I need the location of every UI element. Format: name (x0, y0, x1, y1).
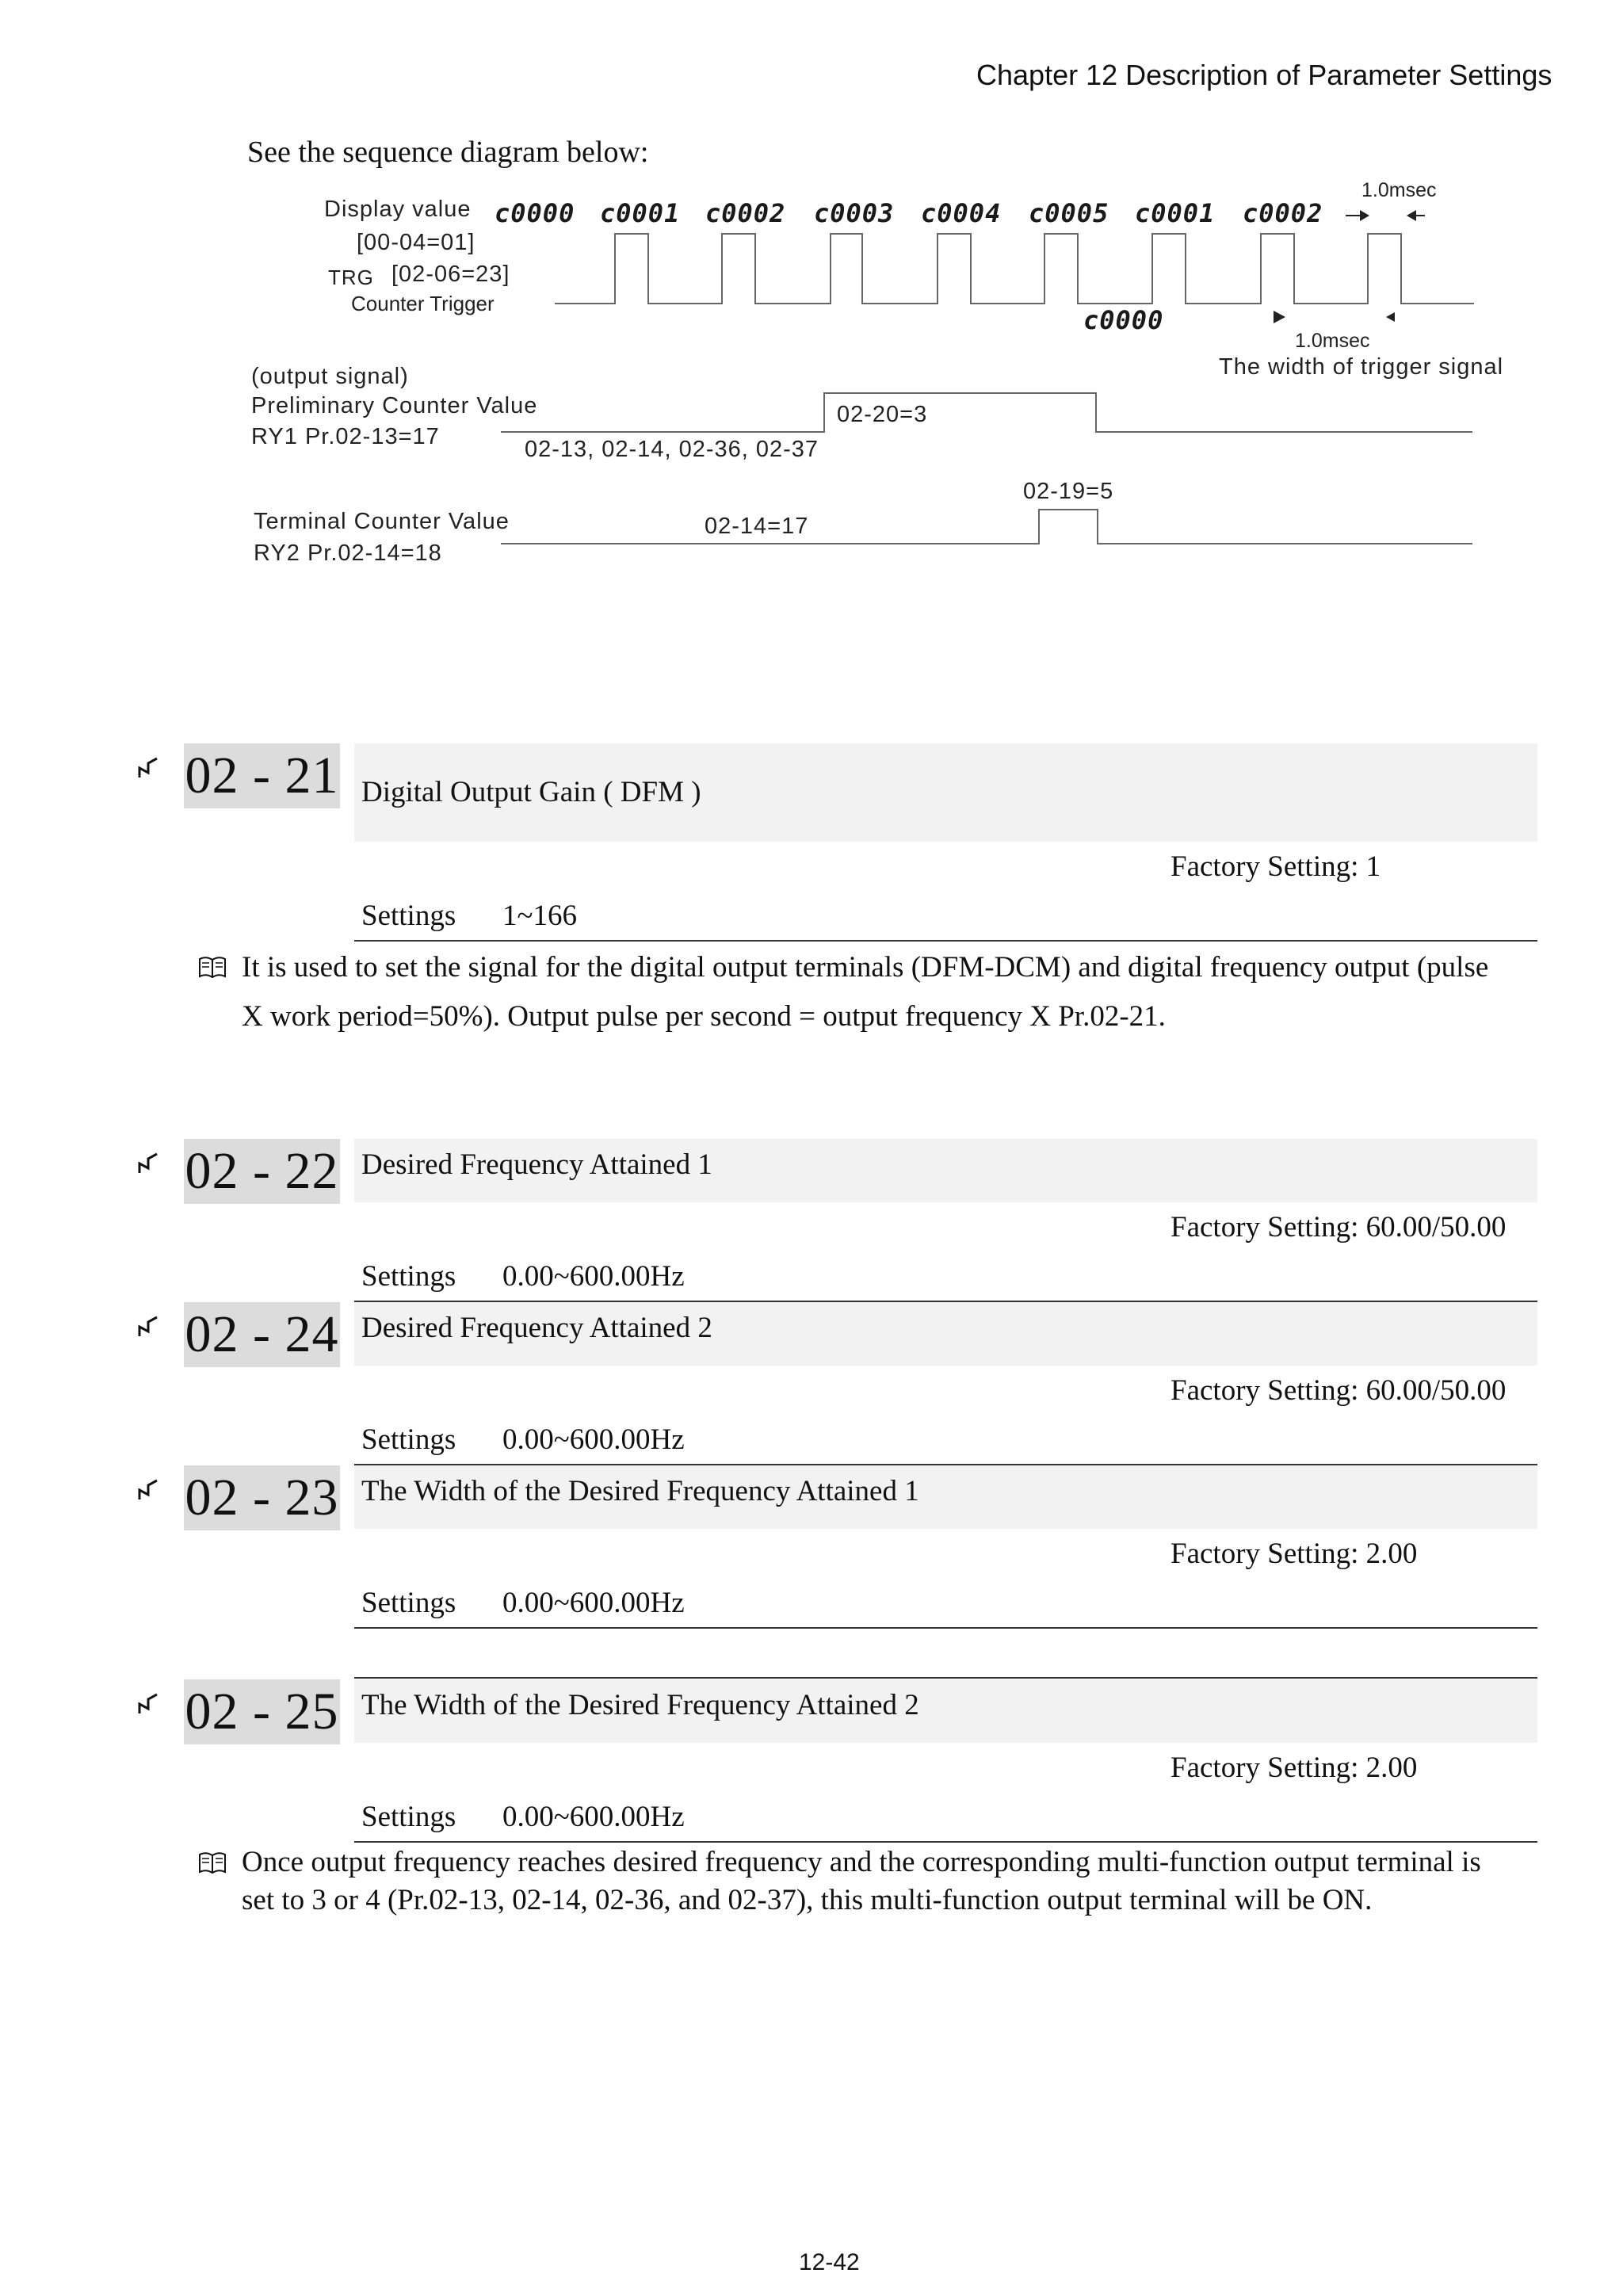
intro-text: See the sequence diagram below: (247, 136, 649, 169)
note-text: It is used to set the signal for the digital output terminals (DFM-DCM) and digital frequency output (pulse (242, 951, 1489, 984)
param-title: Digital Output Gain ( DFM ) (361, 776, 701, 808)
param-title: The Width of the Desired Frequency Attained 2 (361, 1689, 919, 1721)
divider (354, 1841, 1537, 1843)
lcd-value: c0000 (495, 198, 575, 228)
trigger-width-label: The width of trigger signal (1219, 354, 1504, 380)
timing-waveforms (0, 0, 1623, 586)
settings-value: 0.00~600.00Hz (502, 1423, 685, 1456)
note-text: X work period=50%). Output pulse per second = output frequency X Pr.02-21. (242, 1000, 1166, 1033)
settings-value: 0.00~600.00Hz (502, 1587, 685, 1619)
page-number: 12-42 (799, 2249, 860, 2275)
lcd-value: c0002 (1243, 198, 1323, 228)
ry1-output-waveform (501, 393, 1472, 432)
note-text: set to 3 or 4 (Pr.02-13, 02-14, 02-36, and 02-37), this multi-function output terminal will be ON. (242, 1884, 1373, 1916)
lcd-value: c0001 (600, 198, 681, 228)
settings-value: 1~166 (502, 900, 578, 932)
settings-label: Settings (361, 900, 456, 932)
display-value-label: Display value (324, 197, 472, 222)
p0214-label: 02-14=17 (705, 514, 809, 539)
param-title: Desired Frequency Attained 2 (361, 1312, 712, 1344)
book-icon (198, 1851, 227, 1874)
settings-label: Settings (361, 1260, 456, 1293)
lcd-value: c0003 (814, 198, 895, 228)
param-code: 02 - 21 (184, 743, 340, 808)
display-param: [00-04=01] (357, 230, 475, 255)
p0219-label: 02-19=5 (1023, 479, 1114, 504)
msec-arrowhead-right (1407, 210, 1416, 221)
settings-label: Settings (361, 1587, 456, 1619)
preliminary-counter-label: Preliminary Counter Value (251, 393, 538, 418)
settings-label: Settings (361, 1801, 456, 1833)
param-title: The Width of the Desired Frequency Attained 1 (361, 1475, 919, 1507)
settings-value: 0.00~600.00Hz (502, 1260, 685, 1293)
width-arrowhead-right (1386, 312, 1395, 322)
divider (354, 1677, 1537, 1679)
terminal-counter-label: Terminal Counter Value (254, 509, 510, 534)
flag-icon (136, 757, 160, 784)
book-icon (198, 955, 227, 979)
lcd-value: c0005 (1029, 198, 1109, 228)
ry2-output-waveform (501, 510, 1472, 544)
factory-setting: Factory Setting: 2.00 (1170, 1538, 1418, 1570)
divider (354, 1627, 1537, 1629)
flag-icon (136, 1152, 160, 1179)
param-code: 02 - 22 (184, 1139, 340, 1204)
factory-setting: Factory Setting: 2.00 (1170, 1752, 1418, 1784)
flag-icon (136, 1693, 160, 1720)
param-code: 02 - 25 (184, 1679, 340, 1744)
settings-value: 0.00~600.00Hz (502, 1801, 685, 1833)
p0220-label: 02-20=3 (837, 402, 928, 427)
ry1-params-label: 02-13, 02-14, 02-36, 02-37 (525, 437, 819, 462)
output-signal-label: (output signal) (251, 364, 409, 389)
msec-label-bottom: 1.0msec (1295, 330, 1370, 352)
param-code: 02 - 23 (184, 1465, 340, 1530)
ry2-label: RY2 Pr.02-14=18 (254, 541, 442, 566)
factory-setting: Factory Setting: 60.00/50.00 (1170, 1374, 1507, 1407)
note-text: Once output frequency reaches desired frequency and the corresponding multi-function output terminal is (242, 1846, 1481, 1878)
factory-setting: Factory Setting: 60.00/50.00 (1170, 1211, 1507, 1244)
msec-label-top: 1.0msec (1361, 179, 1437, 201)
settings-label: Settings (361, 1423, 456, 1456)
divider (354, 940, 1537, 942)
factory-setting: Factory Setting: 1 (1170, 850, 1381, 883)
lcd-value: c0002 (705, 198, 786, 228)
param-code: 02 - 24 (184, 1302, 340, 1367)
trg-label: TRG (328, 266, 374, 289)
flag-icon (136, 1316, 160, 1343)
lcd-value: c0004 (921, 198, 1002, 228)
width-arrowhead-left (1274, 311, 1285, 323)
flag-icon (136, 1479, 160, 1506)
msec-arrowhead-left (1360, 210, 1369, 221)
lcd-value: c0001 (1135, 198, 1216, 228)
trg-param: [02-06=23] (391, 262, 510, 287)
param-title: Desired Frequency Attained 1 (361, 1148, 712, 1181)
ry1-label: RY1 Pr.02-13=17 (251, 424, 440, 449)
trigger-pulse-train (555, 234, 1474, 304)
chapter-header: Chapter 12 Description of Parameter Settings (976, 59, 1552, 91)
counter-trigger-label: Counter Trigger (351, 292, 495, 315)
lcd-reset-value: c0000 (1083, 305, 1164, 335)
